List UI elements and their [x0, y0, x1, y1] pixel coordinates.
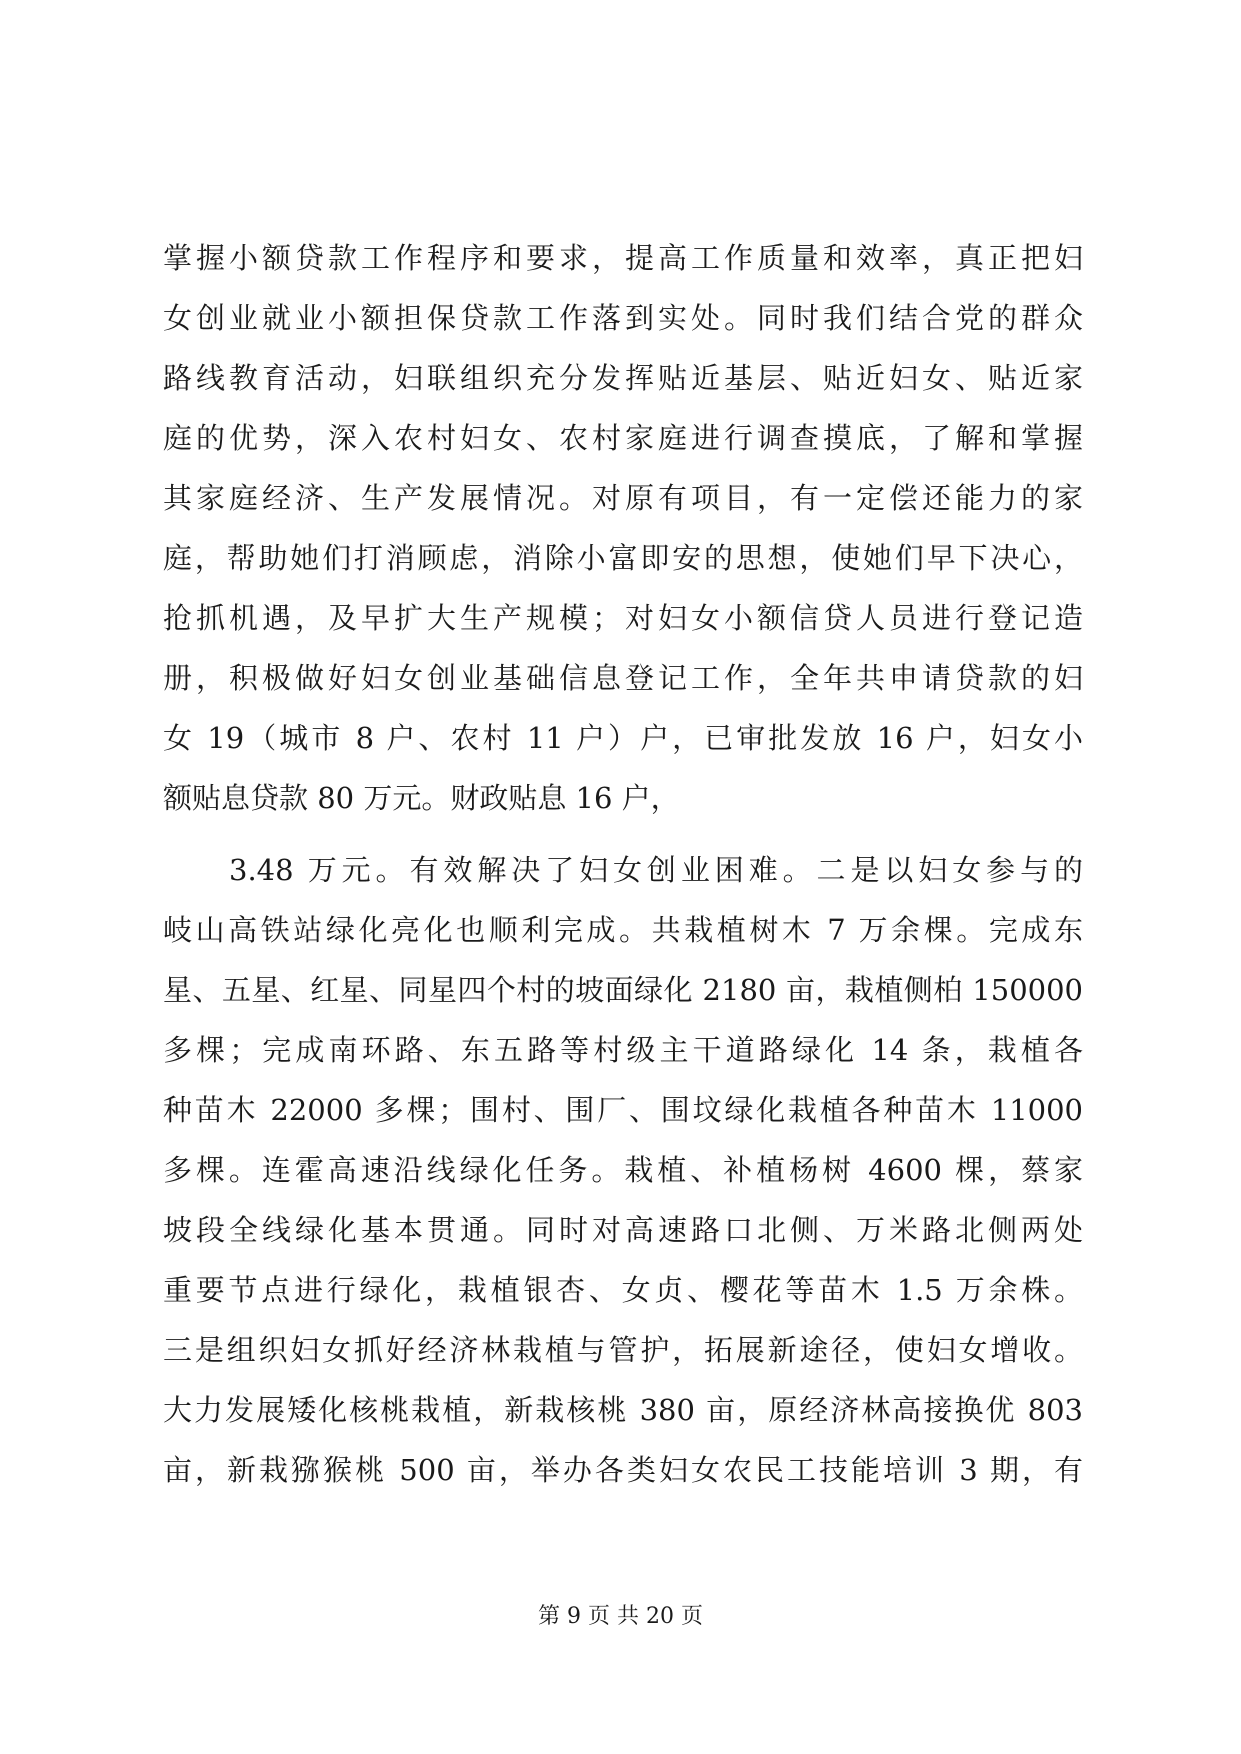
text-line: 掌握小额贷款工作程序和要求，提高工作质量和效率，真正把妇: [163, 241, 1083, 275]
text-line: 其家庭经济、生产发展情况。对原有项目，有一定偿还能力的家: [163, 481, 1083, 515]
text-line: 庭的优势，深入农村妇女、农村家庭进行调查摸底，了解和掌握: [163, 421, 1083, 455]
text-line: 路线教育活动，妇联组织充分发挥贴近基层、贴近妇女、贴近家: [163, 361, 1083, 395]
text-line: 抢抓机遇，及早扩大生产规模；对妇女小额信贷人员进行登记造: [163, 601, 1083, 635]
text-line: 岐山高铁站绿化亮化也顺利完成。共栽植树木 7 万余棵。完成东: [163, 913, 1083, 947]
paragraph-gap: [163, 828, 1083, 840]
text-line: 女 19（城市 8 户、农村 11 户）户，已审批发放 16 户，妇女小: [163, 721, 1083, 755]
text-line: 亩，新栽猕猴桃 500 亩，举办各类妇女农民工技能培训 3 期，有: [163, 1453, 1083, 1487]
paragraph-1: [163, 228, 1083, 828]
text-line: 多棵；完成南环路、东五路等村级主干道路绿化 14 条，栽植各: [163, 1033, 1083, 1067]
text-line: 种苗木 22000 多棵；围村、围厂、围坟绿化栽植各种苗木 11000: [163, 1093, 1083, 1127]
text-line: 3.48 万元。有效解决了妇女创业困难。二是以妇女参与的: [229, 853, 1083, 887]
document-body: [163, 228, 1083, 1500]
paragraph-2: [163, 840, 1083, 1500]
text-line: 三是组织妇女抓好经济林栽植与管护，拓展新途径，使妇女增收。: [163, 1333, 1083, 1367]
text-line: 重要节点进行绿化，栽植银杏、女贞、樱花等苗木 1.5 万余株。: [163, 1273, 1083, 1307]
text-line: 多棵。连霍高速沿线绿化任务。栽植、补植杨树 4600 棵，蔡家: [163, 1153, 1083, 1187]
text-line: 女创业就业小额担保贷款工作落到实处。同时我们结合党的群众: [163, 301, 1083, 335]
text-line: 庭，帮助她们打消顾虑，消除小富即安的思想，使她们早下决心，: [163, 541, 1083, 575]
text-line: 星、五星、红星、同星四个村的坡面绿化 2180 亩，栽植侧柏 150000: [163, 973, 1083, 1007]
text-line: 坡段全线绿化基本贯通。同时对高速路口北侧、万米路北侧两处: [163, 1213, 1083, 1247]
text-line: 册，积极做好妇女创业基础信息登记工作，全年共申请贷款的妇: [163, 661, 1083, 695]
page-number-footer: 第 9 页 共 20 页: [538, 1604, 703, 1629]
text-line: 大力发展矮化核桃栽植，新栽核桃 380 亩，原经济林高接换优 803: [163, 1393, 1083, 1427]
text-line: 额贴息贷款 80 万元。财政贴息 16 户，: [163, 781, 680, 815]
